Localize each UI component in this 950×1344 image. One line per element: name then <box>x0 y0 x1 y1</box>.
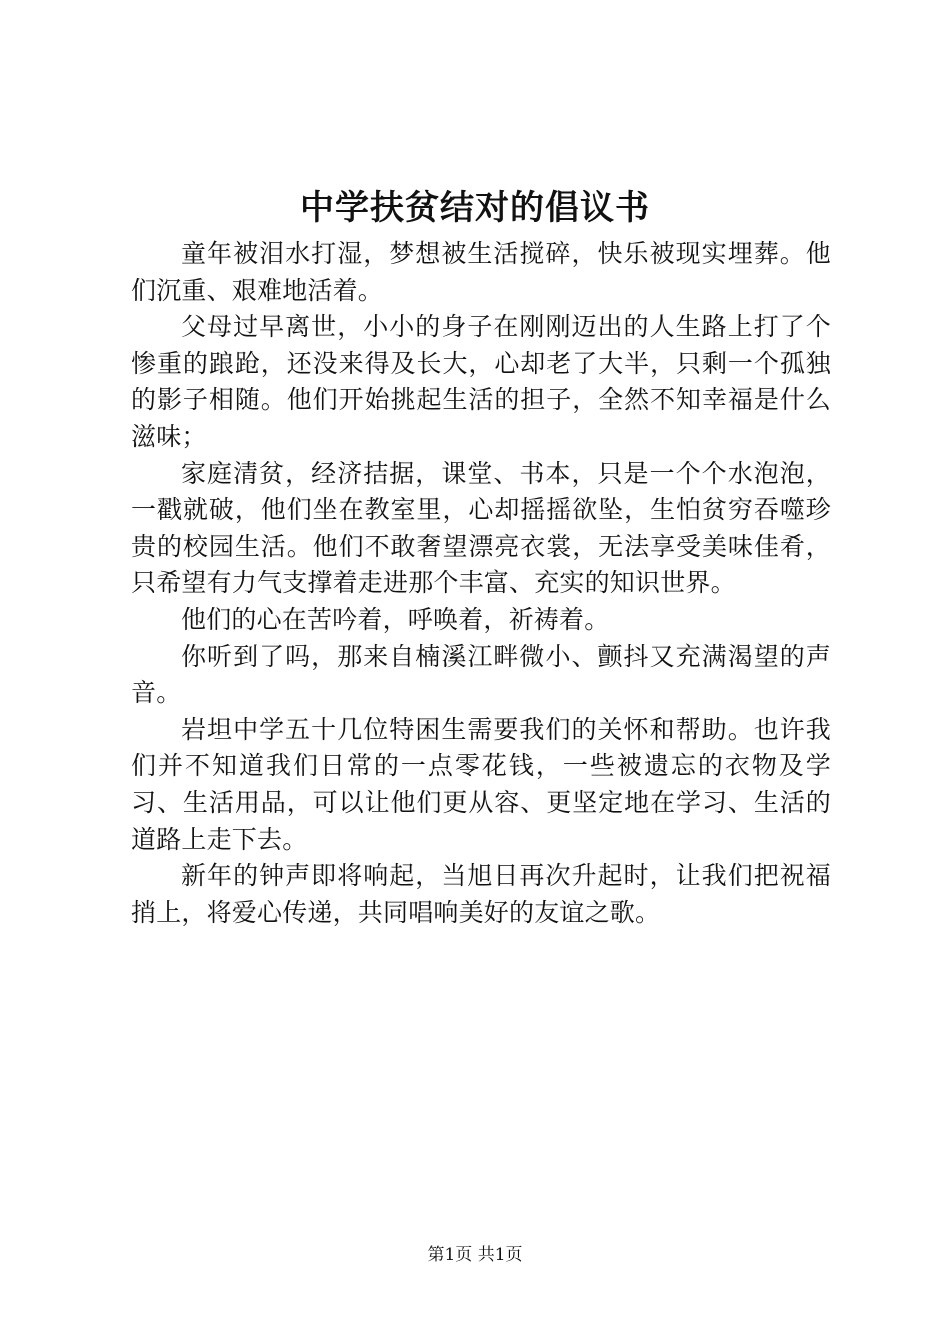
paragraph: 童年被泪水打湿，梦想被生活搅碎，快乐被现实埋葬。他们沉重、艰难地活着。 <box>131 239 831 305</box>
paragraph: 父母过早离世，小小的身子在刚刚迈出的人生路上打了个惨重的踉跄，还没来得及长大，心却老了大半，只剩一个孤独的影子相随。他们开始挑起生活的担子，全然不知幸福是什么滋味； <box>131 312 831 451</box>
paragraph: 新年的钟声即将响起，当旭日再次升起时，让我们把祝福捎上，将爱心传递，共同唱响美好的友谊之歌。 <box>131 861 831 927</box>
page-footer: 第1页 共1页 <box>427 1245 523 1265</box>
document-body <box>131 236 831 931</box>
paragraph: 你听到了吗，那来自楠溪江畔微小、颤抖又充满渴望的声音。 <box>131 641 831 708</box>
paragraph: 他们的心在苦吟着，呼唤着，祈祷着。 <box>181 604 610 634</box>
paragraph: 家庭清贫，经济拮据，课堂、书本，只是一个个水泡泡，一戳就破，他们坐在教室里，心却摇摇欲坠，生怕贫穷吞噬珍贵的校园生活。他们不敢奢望漂亮衣裳，无法享受美味佳肴，只希望有力气支撑着走进那个丰富、充实的知识世界。 <box>131 458 831 598</box>
document-title: 中学扶贫结对的倡议书 <box>300 188 650 228</box>
paragraph: 岩坦中学五十几位特困生需要我们的关怀和帮助。也许我们并不知道我们日常的一点零花钱，一些被遗忘的衣物及学习、生活用品，可以让他们更从容、更坚定地在学习、生活的道路上走下去。 <box>131 714 831 854</box>
